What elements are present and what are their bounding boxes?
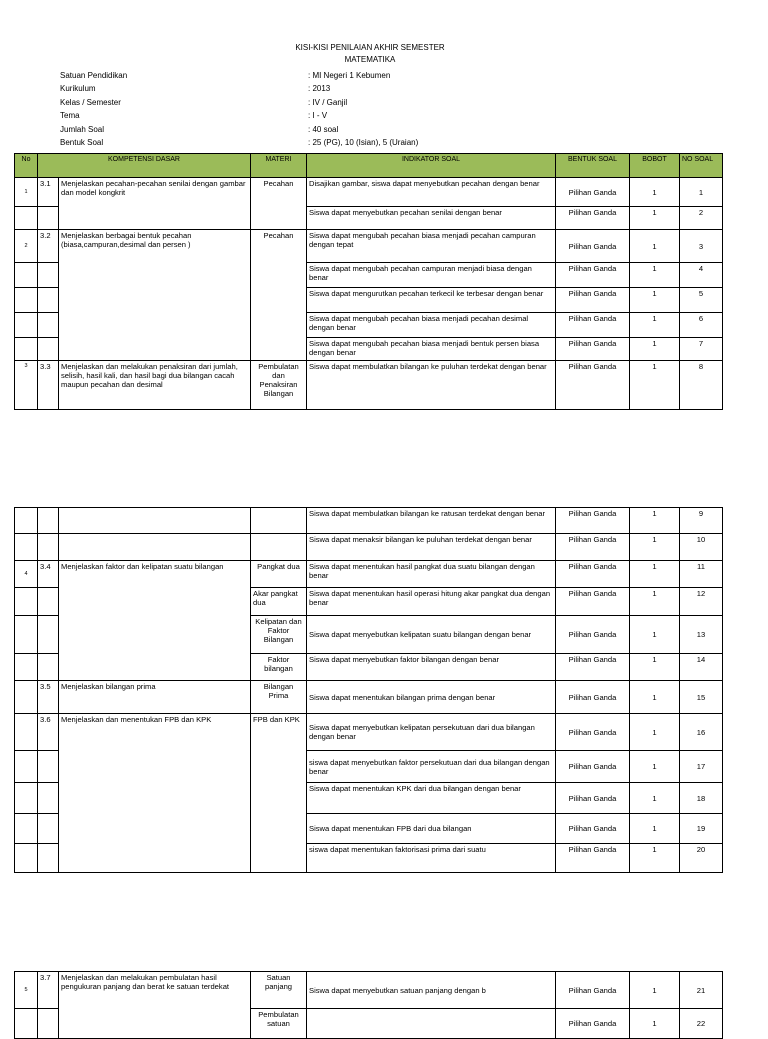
bobot-cell: 1 <box>630 714 680 751</box>
no-soal-cell: 19 <box>680 814 723 844</box>
indikator-cell: Siswa dapat mengubah pecahan biasa menjadi bentuk persen biasa dengan benar <box>307 338 556 361</box>
kd-code: 3.7 <box>38 972 59 1009</box>
info-label: Jumlah Soal <box>60 124 105 134</box>
materi-cell: Satuan panjang <box>251 972 307 1009</box>
kd-text: Menjelaskan dan melakukan pembulatan hasil pengukuran panjang dan berat ke satuan terdekat <box>59 972 251 1039</box>
bobot-cell: 1 <box>630 263 680 288</box>
kd-text: Menjelaskan faktor dan kelipatan suatu bilangan <box>59 561 251 681</box>
bobot-cell: 1 <box>630 288 680 313</box>
info-row <box>60 136 418 149</box>
indikator-cell: Siswa dapat menyebutkan kelipatan suatu bilangan dengan benar <box>307 616 556 654</box>
info-value: : 40 soal <box>308 124 339 134</box>
indikator-cell: Siswa dapat menentukan hasil pangkat dua suatu bilangan dengan benar <box>307 561 556 588</box>
table-row <box>15 714 723 751</box>
row-number <box>15 681 38 714</box>
info-label: Tema <box>60 111 80 121</box>
bobot-cell: 1 <box>630 508 680 534</box>
kd-code <box>38 751 59 783</box>
indikator-cell: Disajikan gambar, siswa dapat menyebutkan pecahan dengan benar <box>307 178 556 207</box>
info-row <box>60 123 418 136</box>
kisi-table-page3 <box>14 971 723 1039</box>
bentuk-cell: Pilihan Ganda <box>556 814 630 844</box>
indikator-cell: Siswa dapat menentukan KPK dari dua bilangan dengan benar <box>307 783 556 814</box>
indikator-cell: Siswa dapat membulatkan bilangan ke puluhan terdekat dengan benar <box>307 361 556 410</box>
bobot-cell: 1 <box>630 313 680 338</box>
row-number <box>15 588 38 616</box>
bentuk-cell: Pilihan Ganda <box>556 588 630 616</box>
bobot-cell: 1 <box>630 1009 680 1039</box>
kd-code <box>38 616 59 654</box>
bentuk-cell: Pilihan Ganda <box>556 616 630 654</box>
kisi-table-page2 <box>14 507 723 873</box>
bobot-cell: 1 <box>630 616 680 654</box>
col-header-no: No <box>15 154 38 178</box>
no-soal-cell: 14 <box>680 654 723 681</box>
bobot-cell: 1 <box>630 361 680 410</box>
bobot-cell: 1 <box>630 207 680 230</box>
info-label: Kurikulum <box>60 84 96 94</box>
materi-cell: Bilangan Prima <box>251 681 307 714</box>
row-number <box>15 534 38 561</box>
info-value: : I - V <box>308 111 328 121</box>
indikator-cell: Siswa dapat menentukan hasil operasi hitung akar pangkat dua dengan benar <box>307 588 556 616</box>
bobot-cell: 1 <box>630 588 680 616</box>
kd-code <box>38 814 59 844</box>
kd-code: 3.3 <box>38 361 59 410</box>
kd-code: 3.5 <box>38 681 59 714</box>
materi-cell: Akar pangkat dua <box>251 588 307 616</box>
row-number <box>15 814 38 844</box>
bobot-cell: 1 <box>630 561 680 588</box>
kd-text: Menjelaskan bilangan prima <box>59 681 251 714</box>
info-row <box>60 82 418 95</box>
row-number <box>15 338 38 361</box>
bentuk-cell: Pilihan Ganda <box>556 178 630 207</box>
no-soal-cell: 7 <box>680 338 723 361</box>
kd-text: Menjelaskan berbagai bentuk pecahan (biasa,campuran,desimal dan persen ) <box>59 230 251 361</box>
bentuk-cell: Pilihan Ganda <box>556 561 630 588</box>
info-value: : 2013 <box>308 84 331 94</box>
bentuk-cell: Pilihan Ganda <box>556 288 630 313</box>
kd-code <box>38 338 59 361</box>
row-number <box>15 508 38 534</box>
document-title: KISI-KISI PENILAIAN AKHIR SEMESTER <box>295 43 445 52</box>
row-number: 1 <box>15 178 38 207</box>
row-number: 4 <box>15 561 38 588</box>
no-soal-cell: 5 <box>680 288 723 313</box>
info-value: : IV / Ganjil <box>308 97 348 107</box>
bentuk-cell: Pilihan Ganda <box>556 207 630 230</box>
indikator-cell: siswa dapat menentukan faktorisasi prima dari suatu <box>307 844 556 873</box>
no-soal-cell: 6 <box>680 313 723 338</box>
bentuk-cell: Pilihan Ganda <box>556 783 630 814</box>
table-row <box>15 508 723 534</box>
no-soal-cell: 12 <box>680 588 723 616</box>
row-number <box>15 654 38 681</box>
table-row <box>15 681 723 714</box>
kd-text: Menjelaskan dan menentukan FPB dan KPK <box>59 714 251 873</box>
kd-code <box>38 207 59 230</box>
bobot-cell: 1 <box>630 751 680 783</box>
bobot-cell: 1 <box>630 972 680 1009</box>
kd-code <box>38 534 59 561</box>
info-label: Kelas / Semester <box>60 97 121 107</box>
col-header-bobot: BOBOT <box>630 154 680 178</box>
indikator-cell: Siswa dapat mengurutkan pecahan terkecil ke terbesar dengan benar <box>307 288 556 313</box>
indikator-cell: Siswa dapat menentukan FPB dari dua bilangan <box>307 814 556 844</box>
info-row <box>60 96 418 109</box>
kd-code <box>38 783 59 814</box>
kd-code <box>38 588 59 616</box>
bentuk-cell: Pilihan Ganda <box>556 654 630 681</box>
kd-text <box>59 508 251 534</box>
info-label: Satuan Pendidikan <box>60 71 128 80</box>
col-header-indikator: INDIKATOR SOAL <box>307 154 556 178</box>
table-row <box>15 178 723 207</box>
info-value: : MI Negeri 1 Kebumen <box>308 71 391 80</box>
no-soal-cell: 15 <box>680 681 723 714</box>
table-row <box>15 561 723 588</box>
row-number: 3 <box>15 361 38 410</box>
bentuk-cell: Pilihan Ganda <box>556 508 630 534</box>
kd-code <box>38 313 59 338</box>
materi-cell: FPB dan KPK <box>251 714 307 873</box>
indikator-cell: Siswa dapat menyebutkan pecahan senilai dengan benar <box>307 207 556 230</box>
no-soal-cell: 22 <box>680 1009 723 1039</box>
no-soal-cell: 18 <box>680 783 723 814</box>
col-header-kd: KOMPETENSI DASAR <box>38 154 251 178</box>
no-soal-cell: 20 <box>680 844 723 873</box>
no-soal-cell: 2 <box>680 207 723 230</box>
no-soal-cell: 11 <box>680 561 723 588</box>
kisi-table-page1 <box>14 153 723 410</box>
bobot-cell: 1 <box>630 681 680 714</box>
table-row <box>15 534 723 561</box>
kd-code <box>38 263 59 288</box>
indikator-cell: Siswa dapat menyebutkan faktor bilangan dengan benar <box>307 654 556 681</box>
materi-cell: Kelipatan dan Faktor Bilangan <box>251 616 307 654</box>
indikator-cell: siswa dapat menyebutkan faktor persekutuan dari dua bilangan dengan benar <box>307 751 556 783</box>
kd-code: 3.1 <box>38 178 59 207</box>
kd-code: 3.2 <box>38 230 59 263</box>
bobot-cell: 1 <box>630 814 680 844</box>
table-row <box>15 230 723 263</box>
indikator-cell: Siswa dapat menyebutkan satuan panjang dengan b <box>307 972 556 1009</box>
bentuk-cell: Pilihan Ganda <box>556 263 630 288</box>
kd-code <box>38 844 59 873</box>
bentuk-cell: Pilihan Ganda <box>556 681 630 714</box>
row-number <box>15 207 38 230</box>
info-block <box>60 69 418 149</box>
kd-text: Menjelaskan pecahan-pecahan senilai dengan gambar dan model kongkrit <box>59 178 251 230</box>
bobot-cell: 1 <box>630 844 680 873</box>
materi-cell: Faktor bilangan <box>251 654 307 681</box>
info-value: : 25 (PG), 10 (Isian), 5 (Uraian) <box>308 137 419 147</box>
bentuk-cell: Pilihan Ganda <box>556 534 630 561</box>
col-header-bentuk: BENTUK SOAL <box>556 154 630 178</box>
no-soal-cell: 21 <box>680 972 723 1009</box>
table-row <box>15 972 723 1009</box>
table-header-row <box>15 154 723 178</box>
materi-cell: Pangkat dua <box>251 561 307 588</box>
row-number <box>15 616 38 654</box>
bentuk-cell: Pilihan Ganda <box>556 714 630 751</box>
no-soal-cell: 9 <box>680 508 723 534</box>
bentuk-cell: Pilihan Ganda <box>556 844 630 873</box>
indikator-cell: Siswa dapat menaksir bilangan ke puluhan terdekat dengan benar <box>307 534 556 561</box>
info-row <box>60 69 418 82</box>
bentuk-cell: Pilihan Ganda <box>556 313 630 338</box>
row-number <box>15 751 38 783</box>
bobot-cell: 1 <box>630 178 680 207</box>
bobot-cell: 1 <box>630 783 680 814</box>
no-soal-cell: 1 <box>680 178 723 207</box>
row-number <box>15 714 38 751</box>
bobot-cell: 1 <box>630 534 680 561</box>
row-number: 2 <box>15 230 38 263</box>
row-number <box>15 844 38 873</box>
kd-code: 3.4 <box>38 561 59 588</box>
document-subtitle: MATEMATIKA <box>344 55 396 64</box>
indikator-cell: Siswa dapat menyebutkan kelipatan persekutuan dari dua bilangan dengan benar <box>307 714 556 751</box>
materi-cell <box>251 534 307 561</box>
no-soal-cell: 10 <box>680 534 723 561</box>
indikator-cell: Siswa dapat menentukan bilangan prima dengan benar <box>307 681 556 714</box>
kd-code <box>38 508 59 534</box>
indikator-cell: Siswa dapat mengubah pecahan biasa menjadi pecahan campuran dengan tepat <box>307 230 556 263</box>
no-soal-cell: 8 <box>680 361 723 410</box>
bentuk-cell: Pilihan Ganda <box>556 1009 630 1039</box>
bobot-cell: 1 <box>630 230 680 263</box>
kd-code: 3.6 <box>38 714 59 751</box>
materi-cell: Pembulatan dan Penaksiran Bilangan <box>251 361 307 410</box>
kd-text <box>59 534 251 561</box>
row-number <box>15 313 38 338</box>
indikator-cell: Siswa dapat mengubah pecahan biasa menjadi pecahan desimal dengan benar <box>307 313 556 338</box>
bentuk-cell: Pilihan Ganda <box>556 338 630 361</box>
kd-text: Menjelaskan dan melakukan penaksiran dari jumlah, selisih, hasil kali, dan hasil bagi dua bilangan cacah maupun pecahan dan desimal <box>59 361 251 410</box>
col-header-materi: MATERI <box>251 154 307 178</box>
bobot-cell: 1 <box>630 338 680 361</box>
kd-code <box>38 654 59 681</box>
materi-cell: Pecahan <box>251 230 307 361</box>
info-label: Bentuk Soal <box>60 137 104 147</box>
bentuk-cell: Pilihan Ganda <box>556 751 630 783</box>
no-soal-cell: 13 <box>680 616 723 654</box>
row-number <box>15 263 38 288</box>
no-soal-cell: 17 <box>680 751 723 783</box>
col-header-no-soal: NO SOAL <box>680 154 723 178</box>
materi-cell <box>251 508 307 534</box>
info-row <box>60 109 418 122</box>
materi-cell: Pecahan <box>251 178 307 230</box>
bentuk-cell: Pilihan Ganda <box>556 972 630 1009</box>
bentuk-cell: Pilihan Ganda <box>556 230 630 263</box>
indikator-cell: Siswa dapat membulatkan bilangan ke ratusan terdekat dengan benar <box>307 508 556 534</box>
kd-code <box>38 288 59 313</box>
no-soal-cell: 16 <box>680 714 723 751</box>
no-soal-cell: 4 <box>680 263 723 288</box>
bobot-cell: 1 <box>630 654 680 681</box>
no-soal-cell: 3 <box>680 230 723 263</box>
table-row <box>15 361 723 410</box>
row-number <box>15 783 38 814</box>
bentuk-cell: Pilihan Ganda <box>556 361 630 410</box>
materi-cell: Pembulatan satuan <box>251 1009 307 1039</box>
row-number <box>15 288 38 313</box>
indikator-cell: Siswa dapat mengubah pecahan campuran menjadi biasa dengan benar <box>307 263 556 288</box>
row-number: 5 <box>15 972 38 1009</box>
